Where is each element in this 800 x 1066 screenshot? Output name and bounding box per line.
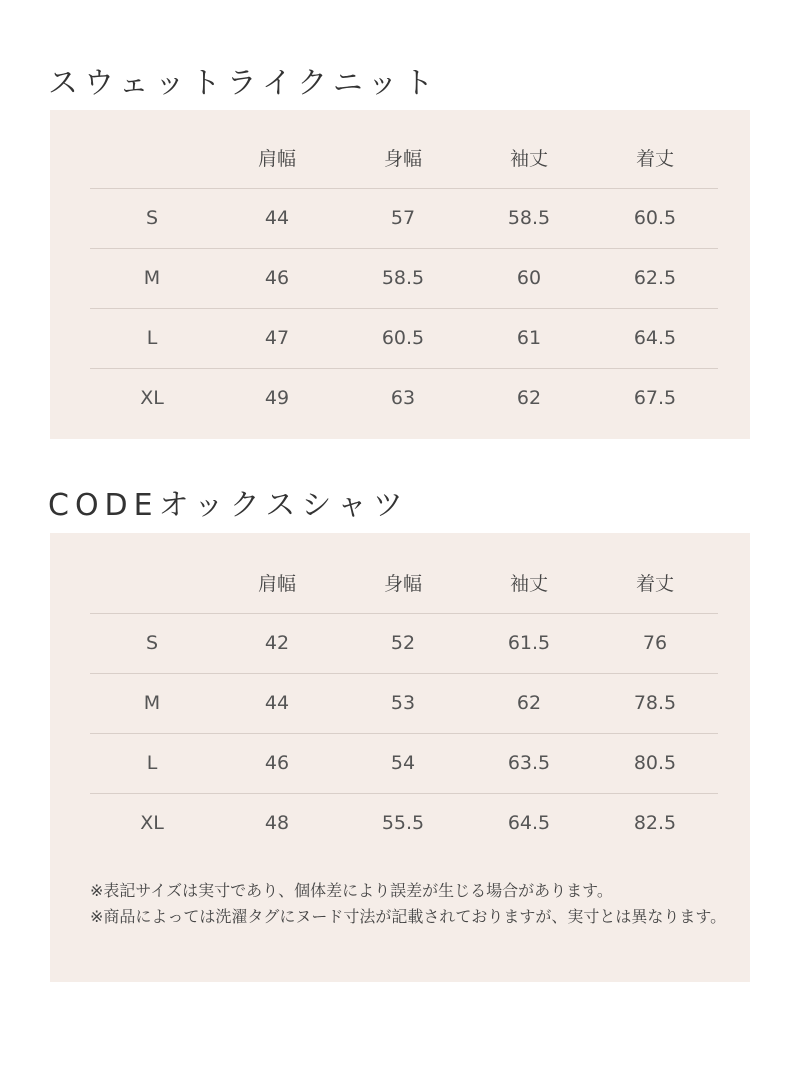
header-sleeve-length: 袖丈 xyxy=(466,553,592,613)
cell-total-length: 67.5 xyxy=(633,387,677,410)
cell-total-length: 64.5 xyxy=(592,308,718,368)
cell-sleeve-length: 64.5 xyxy=(507,812,551,835)
table-row xyxy=(90,613,718,673)
table-row xyxy=(90,673,718,733)
header-size xyxy=(90,553,214,613)
header-size xyxy=(90,128,214,188)
cell-body-width: 60.5 xyxy=(340,308,466,368)
note-actual-size: ※表記サイズは実寸であり、個体差により誤差が生じる場合があります。 xyxy=(90,881,613,900)
cell-sleeve-length: 62 xyxy=(466,673,592,733)
cell-sleeve-length: 61.5 xyxy=(466,613,592,673)
cell-body-width: 54 xyxy=(340,733,466,793)
cell-body-width: 53 xyxy=(340,673,466,733)
section-title-code-oxford-shirt: CODEオックスシャツ xyxy=(48,488,409,523)
table-row xyxy=(90,793,718,853)
table-header-row xyxy=(90,128,718,188)
size-label: L xyxy=(90,733,214,793)
cell-shoulder-width: 48 xyxy=(264,812,290,835)
cell-total-length: 82.5 xyxy=(633,812,677,835)
cell-body-width: 55.5 xyxy=(381,812,425,835)
cell-body-width: 57 xyxy=(340,188,466,248)
header-shoulder-width: 肩幅 xyxy=(214,128,340,188)
size-chart-panel-code-oxford-shirt xyxy=(50,533,750,982)
size-label: L xyxy=(90,308,214,368)
size-chart-panel-sweat-knit xyxy=(50,110,750,439)
size-label: S xyxy=(90,613,214,673)
cell-body-width: 52 xyxy=(340,613,466,673)
header-total-length: 着丈 xyxy=(592,128,718,188)
size-notes xyxy=(90,878,730,930)
table-row xyxy=(90,248,718,308)
size-label: XL xyxy=(140,387,164,410)
cell-shoulder-width: 44 xyxy=(214,673,340,733)
cell-body-width: 63 xyxy=(390,387,416,410)
size-table-code-oxford-shirt xyxy=(90,553,718,853)
cell-sleeve-length: 60 xyxy=(466,248,592,308)
cell-sleeve-length: 63.5 xyxy=(466,733,592,793)
table-row xyxy=(90,368,718,428)
size-label: S xyxy=(90,188,214,248)
cell-body-width: 58.5 xyxy=(340,248,466,308)
cell-shoulder-width: 44 xyxy=(214,188,340,248)
table-row xyxy=(90,308,718,368)
size-table-sweat-knit xyxy=(90,128,718,428)
cell-shoulder-width: 46 xyxy=(214,248,340,308)
note-nude-size: ※商品によっては洗濯タグにヌード寸法が記載されておりますが、実寸とは異なります。 xyxy=(90,907,727,926)
header-body-width: 身幅 xyxy=(340,553,466,613)
cell-total-length: 80.5 xyxy=(592,733,718,793)
header-body-width: 身幅 xyxy=(340,128,466,188)
cell-total-length: 76 xyxy=(592,613,718,673)
size-label: XL xyxy=(140,812,164,835)
table-header-row xyxy=(90,553,718,613)
cell-shoulder-width: 46 xyxy=(214,733,340,793)
cell-shoulder-width: 42 xyxy=(214,613,340,673)
table-row xyxy=(90,733,718,793)
table-row xyxy=(90,188,718,248)
cell-total-length: 62.5 xyxy=(592,248,718,308)
cell-sleeve-length: 58.5 xyxy=(466,188,592,248)
header-sleeve-length: 袖丈 xyxy=(466,128,592,188)
cell-sleeve-length: 61 xyxy=(466,308,592,368)
header-shoulder-width: 肩幅 xyxy=(214,553,340,613)
cell-shoulder-width: 49 xyxy=(264,387,290,410)
cell-sleeve-length: 62 xyxy=(516,387,542,410)
header-total-length: 着丈 xyxy=(592,553,718,613)
section-title-sweat-knit: スウェットライクニット xyxy=(48,66,440,101)
size-label: M xyxy=(90,248,214,308)
cell-total-length: 60.5 xyxy=(592,188,718,248)
cell-shoulder-width: 47 xyxy=(214,308,340,368)
size-label: M xyxy=(90,673,214,733)
cell-total-length: 78.5 xyxy=(592,673,718,733)
